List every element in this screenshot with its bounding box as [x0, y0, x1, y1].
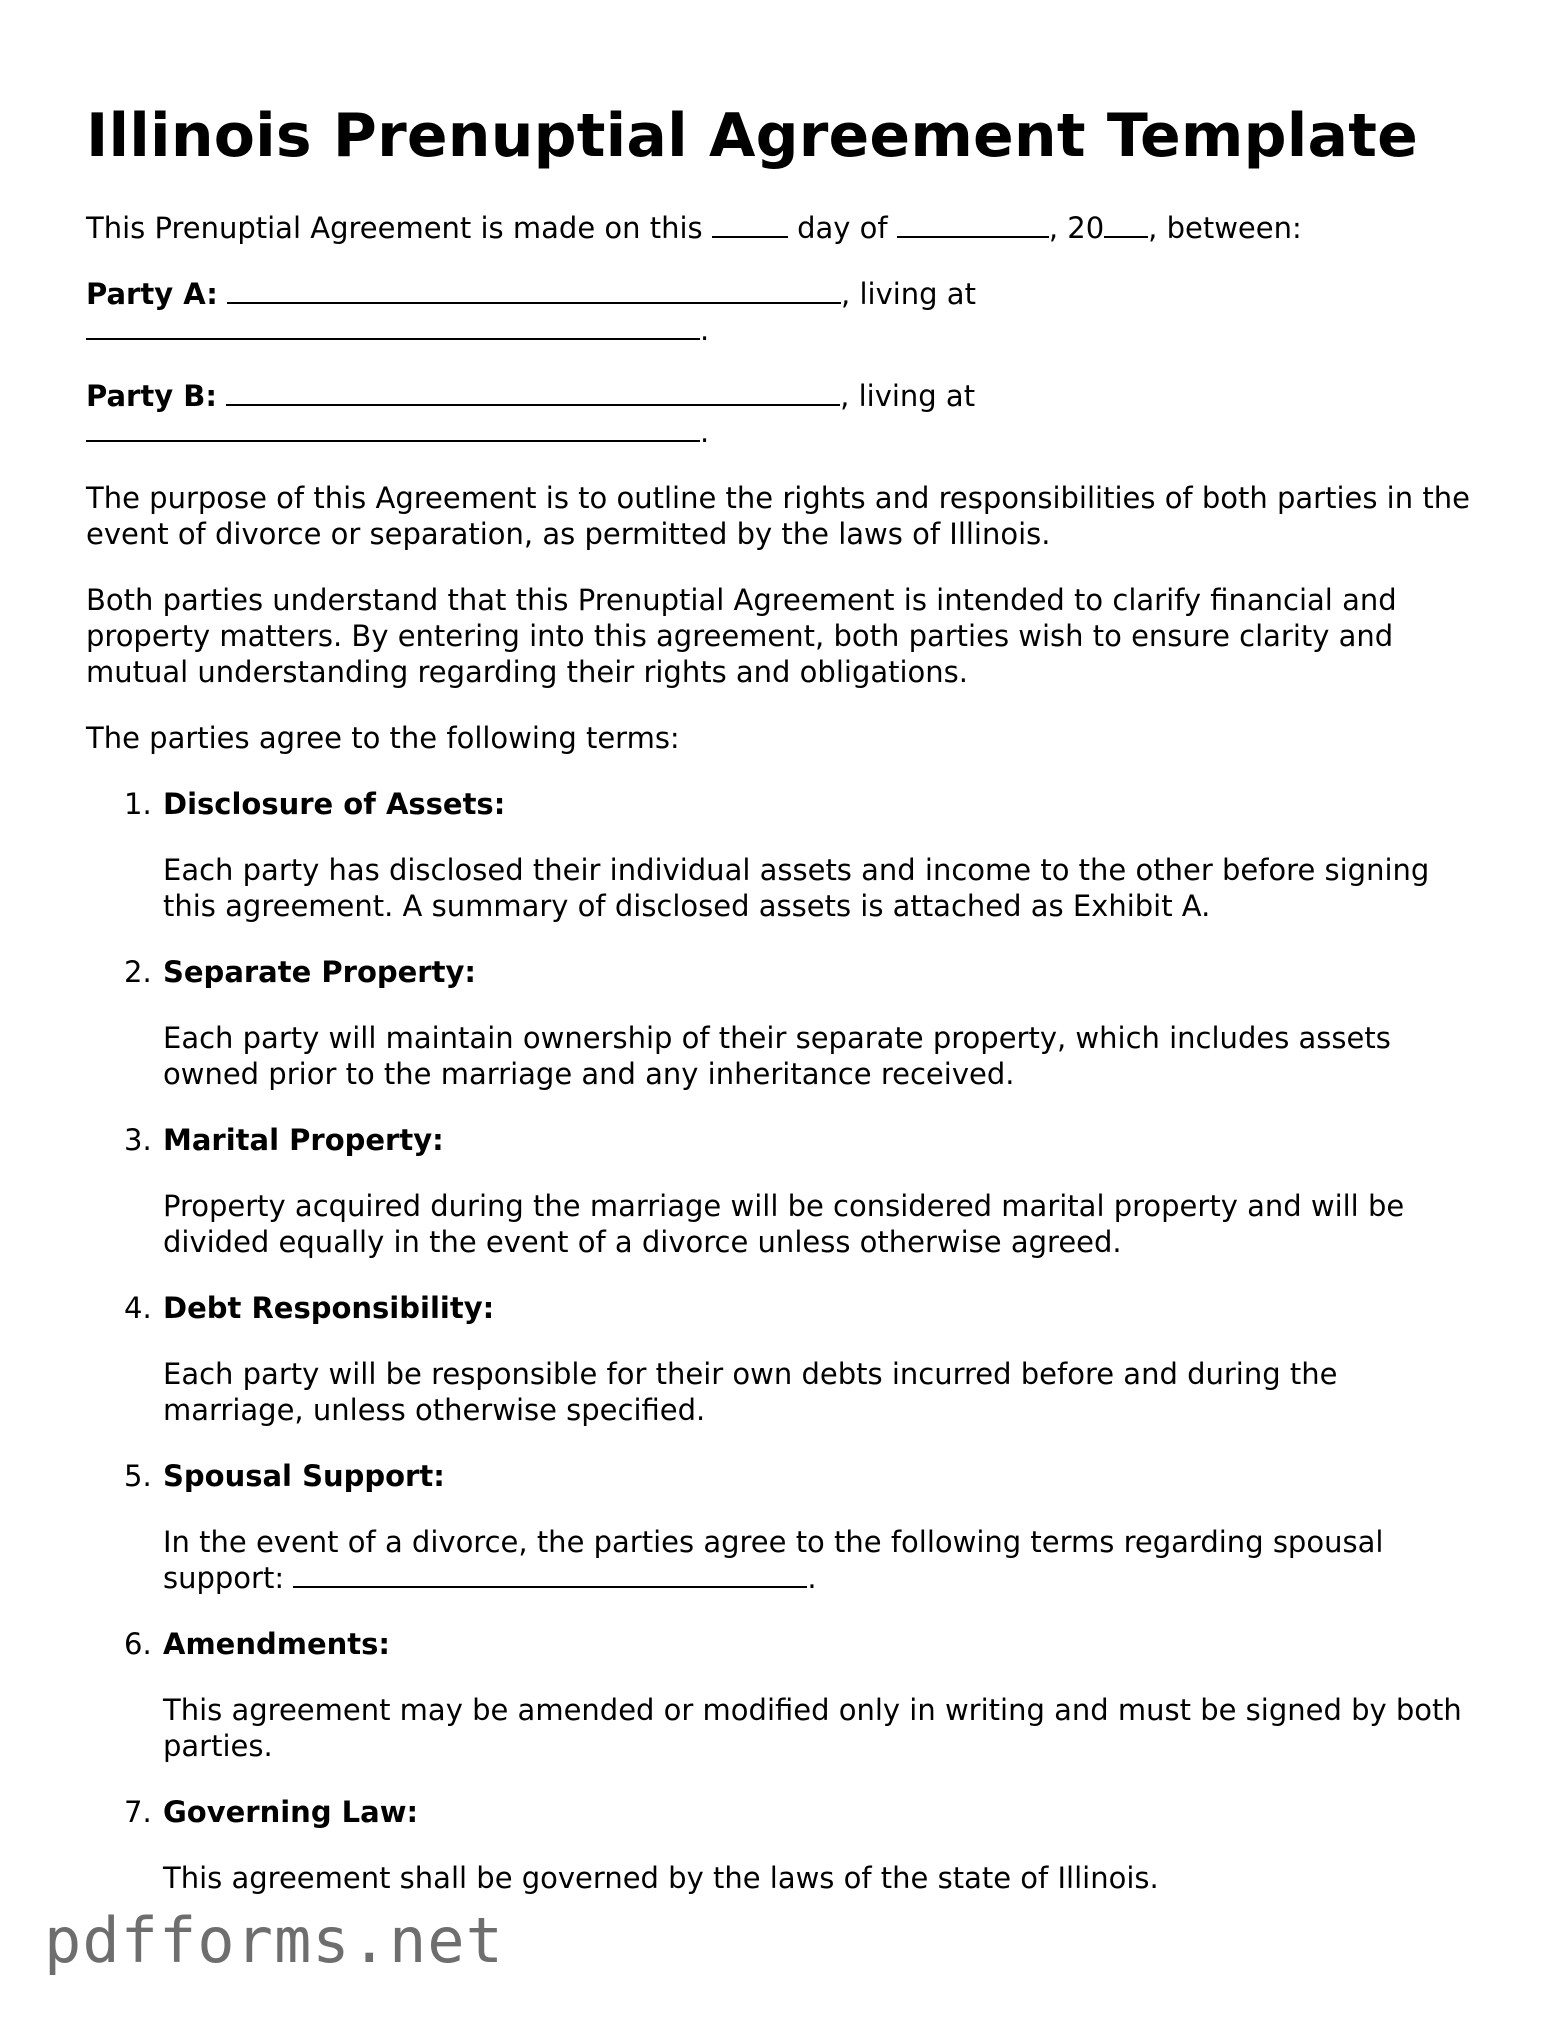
term-item	[86, 1122, 1486, 1260]
term-body-spousal-support: In the event of a divorce, the parties agree to the following terms regarding spousal support: .	[163, 1525, 1384, 1595]
term-body: Each party will maintain ownership of their separate property, which includes assets owned prior to the marriage and any inheritance received.	[163, 1021, 1391, 1091]
term-title: Amendments:	[163, 1627, 390, 1661]
term-body: Each party will be responsible for their own debts incurred before and during the marriage, unless otherwise specified.	[163, 1357, 1338, 1427]
party-a-address-field[interactable]	[86, 316, 700, 340]
party-b-address-field[interactable]	[86, 418, 700, 442]
term-item	[86, 1794, 1486, 1896]
terms-list	[86, 786, 1486, 1896]
term-body: This agreement may be amended or modified only in writing and must be signed by both parties.	[163, 1693, 1462, 1763]
watermark: pdfforms.net	[44, 1904, 504, 1977]
term-title: Debt Responsibility:	[163, 1291, 495, 1325]
term-number: 5.	[124, 1459, 152, 1493]
term-number: 2.	[124, 955, 152, 989]
term-title: Governing Law:	[163, 1795, 419, 1829]
party-b-living-at: , living at	[840, 379, 976, 413]
party-b-name-field[interactable]	[226, 382, 840, 406]
term-item	[86, 1458, 1486, 1596]
intro-day-of: day of	[797, 211, 888, 245]
term-item	[86, 1626, 1486, 1764]
term-item	[86, 1290, 1486, 1428]
term-title: Spousal Support:	[163, 1459, 445, 1493]
spousal-support-field[interactable]	[293, 1564, 807, 1588]
intro-between: , between:	[1148, 211, 1302, 245]
term-body: Property acquired during the marriage will be considered marital property and will be divided equally in the event of a divorce unless otherwise agreed.	[163, 1189, 1405, 1259]
day-field[interactable]	[712, 214, 788, 238]
term-number: 1.	[124, 787, 152, 821]
intro-year-prefix: , 20	[1048, 211, 1105, 245]
intro-line	[86, 210, 1486, 246]
term-body-text: In the event of a divorce, the parties agree to the following terms regarding spousal support:	[163, 1525, 1384, 1595]
purpose-paragraph: The purpose of this Agreement is to outline the rights and responsibilities of both parties in the event of divorce or separation, as permitted by the laws of Illinois.	[86, 481, 1470, 551]
understanding-paragraph: Both parties understand that this Prenuptial Agreement is intended to clarify financial and property matters. By entering into this agreement, both parties wish to ensure clarity and mutual understanding regarding their rights and obligations.	[86, 583, 1397, 689]
terms-intro: The parties agree to the following terms:	[86, 721, 680, 755]
party-b-line: Party B: , living at .	[86, 379, 976, 449]
party-a-line: Party A: , living at .	[86, 277, 976, 347]
term-number: 7.	[124, 1795, 152, 1829]
term-number: 4.	[124, 1291, 152, 1325]
page-title: Illinois Prenuptial Agreement Template	[86, 101, 1418, 171]
year-field[interactable]	[1104, 214, 1148, 238]
term-title: Marital Property:	[163, 1123, 444, 1157]
term-number: 6.	[124, 1627, 152, 1661]
month-field[interactable]	[897, 214, 1049, 238]
party-a-name-field[interactable]	[227, 280, 841, 304]
term-body: Each party has disclosed their individual assets and income to the other before signing this agreement. A summary of disclosed assets is attached as Exhibit A.	[163, 853, 1430, 923]
party-a-label: Party A:	[86, 277, 218, 311]
term-item	[86, 786, 1486, 924]
intro-prefix: This Prenuptial Agreement is made on this	[86, 211, 703, 245]
term-body: This agreement shall be governed by the laws of the state of Illinois.	[163, 1861, 1159, 1895]
term-title: Disclosure of Assets:	[163, 787, 506, 821]
term-item	[86, 954, 1486, 1092]
party-a-living-at: , living at	[841, 277, 976, 311]
party-b-label: Party B:	[86, 379, 217, 413]
term-title: Separate Property:	[163, 955, 476, 989]
document-page	[86, 100, 1486, 1926]
term-number: 3.	[124, 1123, 152, 1157]
